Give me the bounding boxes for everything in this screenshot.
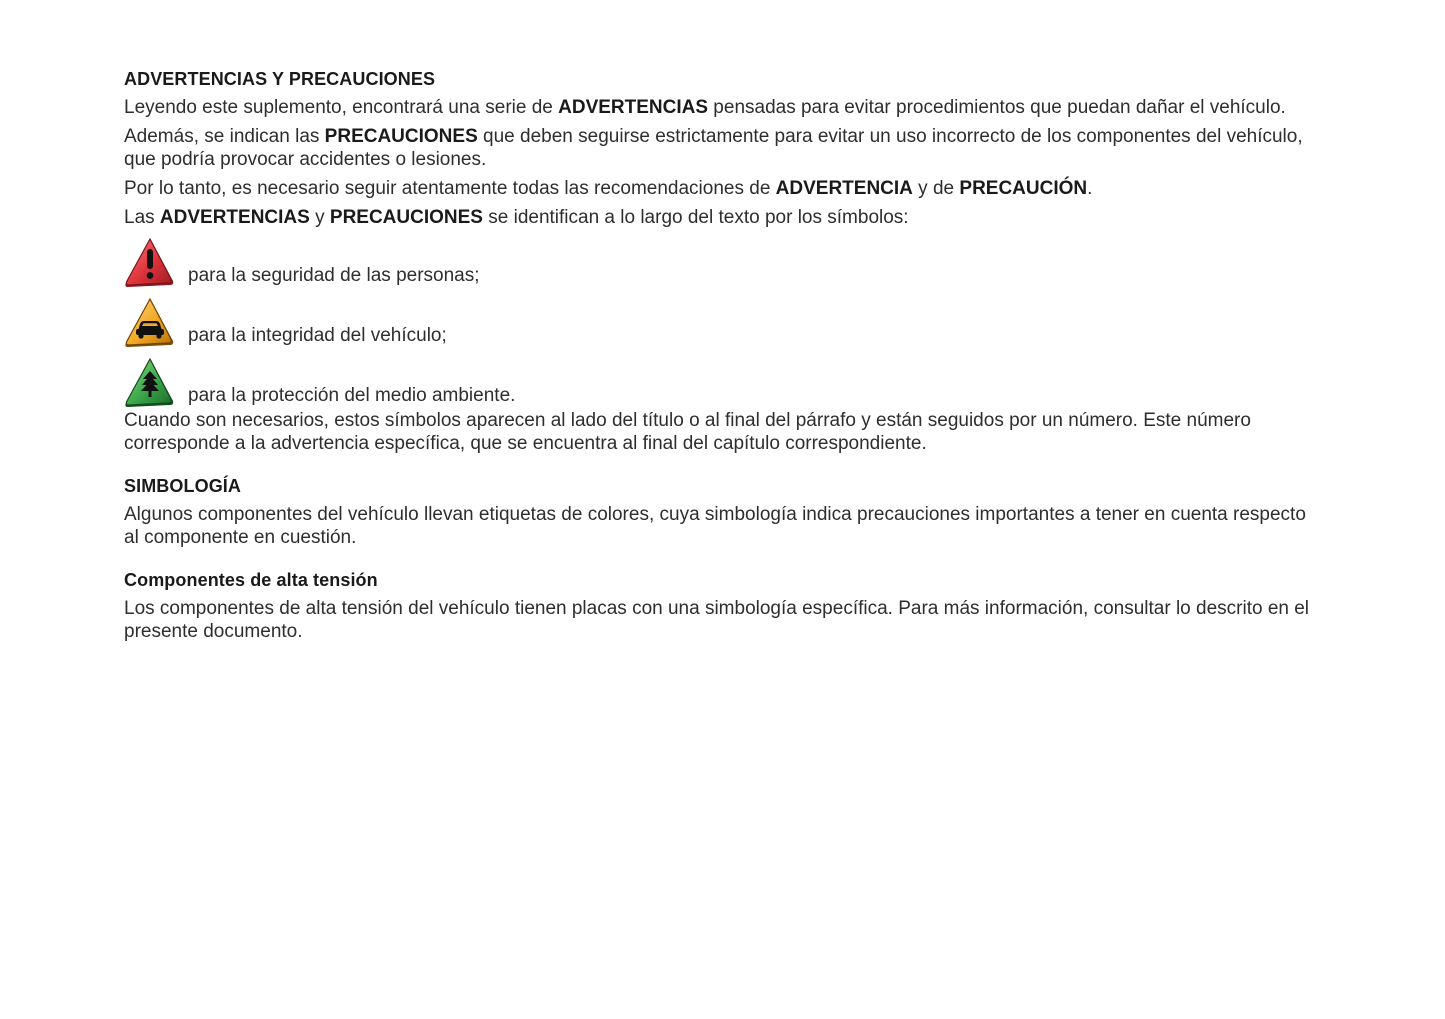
warnings-paragraph-5: Cuando son necesarios, estos símbolos aparecen al lado del título o al final del párrafo y están seguidos por un número. Este número corresponde a la advertencia específica, que se encuentra al final del capítulo correspondiente. <box>124 410 1251 454</box>
person-safety-warning-icon <box>124 237 176 289</box>
high-voltage-paragraph: Los componentes de alta tensión del vehículo tienen placas con una simbología específica. Para más información, consultar lo descrito en el presente documento. <box>124 598 1310 642</box>
bold-term: PRECAUCIÓN <box>959 178 1088 199</box>
bold-term: ADVERTENCIAS <box>159 207 310 228</box>
warnings-paragraph-4: Las ADVERTENCIAS y PRECAUCIONES se identifican a lo largo del texto por los símbolos: <box>124 207 909 228</box>
symbol-label-vehicle-integrity: para la integridad del vehículo; <box>188 325 447 346</box>
symbology-paragraph: Algunos componentes del vehículo llevan etiquetas de colores, cuya simbología indica precauciones importantes a tener en cuenta respecto al componente en cuestión. <box>124 504 1306 548</box>
symbology-heading: SIMBOLOGÍA <box>124 476 241 496</box>
warnings-paragraph-1: Leyendo este suplemento, encontrará una serie de ADVERTENCIAS pensadas para evitar procedimientos que puedan dañar el vehículo. <box>124 97 1286 118</box>
symbol-label-environment: para la protección del medio ambiente. <box>188 385 516 406</box>
warnings-heading: ADVERTENCIAS Y PRECAUCIONES <box>124 69 436 89</box>
high-voltage-heading: Componentes de alta tensión <box>124 570 378 590</box>
warnings-paragraph-2: Además, se indican las PRECAUCIONES que deben seguirse estrictamente para evitar un uso incorrecto de los componentes del vehículo, que podría provocar accidentes o lesiones. <box>124 126 1303 170</box>
bold-term: PRECAUCIONES <box>329 207 483 228</box>
section-high-voltage <box>124 569 1324 643</box>
symbol-row-vehicle-integrity <box>124 295 1324 349</box>
bold-term: ADVERTENCIA <box>775 178 913 199</box>
section-warnings <box>124 68 1324 455</box>
vehicle-integrity-warning-icon <box>124 297 176 349</box>
symbol-label-person-safety: para la seguridad de las personas; <box>188 265 480 286</box>
bold-term: PRECAUCIONES <box>324 126 478 147</box>
symbol-row-person-safety <box>124 235 1324 289</box>
symbol-row-environment <box>124 355 1324 409</box>
document-page <box>124 68 1324 643</box>
environment-protection-warning-icon <box>124 357 176 409</box>
section-symbology <box>124 475 1324 549</box>
warnings-paragraph-3: Por lo tanto, es necesario seguir atentamente todas las recomendaciones de ADVERTENCIA y de PRECAUCIÓN. <box>124 178 1093 199</box>
bold-term: ADVERTENCIAS <box>558 97 709 118</box>
